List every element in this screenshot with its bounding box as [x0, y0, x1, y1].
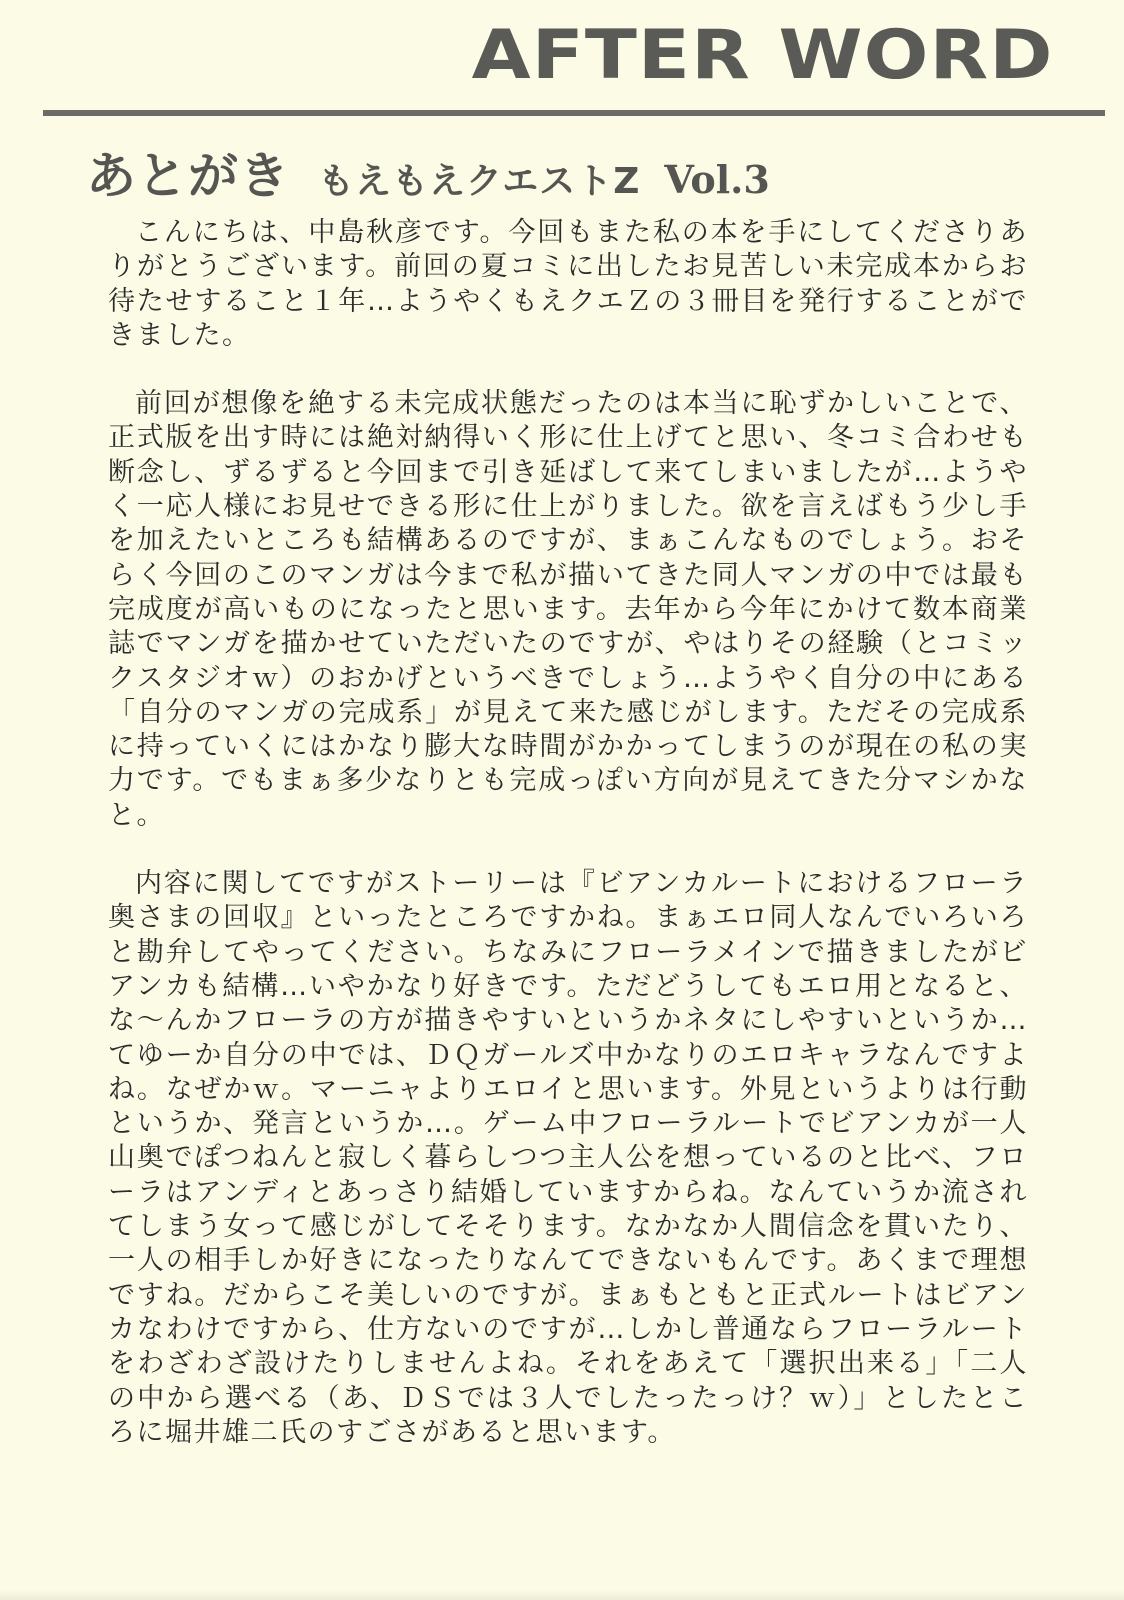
body-paragraph-3: 内容に関してですがストーリーは『ビアンカルートにおけるフローラ奥さまの回収』といったところですかね。まぁエロ同人なんでいろいろと勘弁してやってください。ちなみにフローラメインで描きましたがビアンカも結構…いやかなり好きです。ただどうしてもエロ用となると、な～んかフローラの方が描きやすいというかネタにしやすいというか…てゆーか自分の中では、ＤＱガールズ中かなりのエロキャラなんですよね。なぜかｗ。マーニャよりエロイと思います。外見というよりは行動というか、発言というか…。ゲーム中フローラルートでビアンカが一人山奥でぽつねんと寂しく暮らしつつ主人公を想っているのと比べ、フローラはアンディとあっさり結婚していますからね。なんていうか流されてしまう女って感じがしてそそります。なかなか人間信念を貫いたり、一人の相手しか好きになったりなんてできないもんです。あくまで理想ですね。だからこそ美しいのですが。まぁもともと正式ルートはビアンカなわけですから、仕方ないのですが…しかし普通ならフローラルートをわざわざ設けたりしませんよね。それをあえて「選択出来る」「二人の中から選べる（あ、ＤＳでは３人でしたったっけ？ｗ）」としたところに堀井雄二氏のすごさがあると思います。: [108, 868, 1028, 1448]
page-header-title: AFTER WORD: [472, 16, 1054, 95]
body-paragraph-2: 前回が想像を絶する未完成状態だったのは本当に恥ずかしいことで、正式版を出す時には絶対納得いく形に仕上げてと思い、冬コミ合わせも断念し、ずるずると今回まで引き延ばして来てしまいましたが…ようやく一応人様にお見せできる形に仕上がりました。欲を言えばもう少し手を加えたいところも結構あるのですが、まぁこんなものでしょう。おそらく今回のこのマンガは今まで私が描いてきた同人マンガの中では最も完成度が高いものになったと思います。去年から今年にかけて数本商業誌でマンガを描かせていただいたのですが、やはりその経験（とコミックスタジオｗ）のおかげというべきでしょう…ようやく自分の中にある「自分のマンガの完成系」が見えて来た感じがします。ただその完成系に持っていくにはかなり膨大な時間がかかってしまうのが現在の私の実力です。でもまぁ多少なりとも完成っぽい方向が見えてきた分マシかなと。: [108, 388, 1028, 831]
header-divider: [43, 110, 1105, 116]
subtitle-series: もえもえクエストZ: [318, 161, 641, 202]
subtitle-main: あとがき: [86, 147, 290, 205]
subtitle-line: [86, 136, 770, 208]
subtitle-volume: Vol.3: [664, 157, 770, 202]
body-paragraph-1: こんにちは、中島秋彦です。今回もまた私の本を手にしてくださりありがとうございます。前回の夏コミに出したお見苦しい未完成本からお待たせすること１年…ようやくもえクエＺの３冊目を発行することができました。: [108, 217, 1028, 351]
afterword-body: [108, 216, 1028, 1450]
page-bottom-edge: [0, 1590, 1124, 1600]
